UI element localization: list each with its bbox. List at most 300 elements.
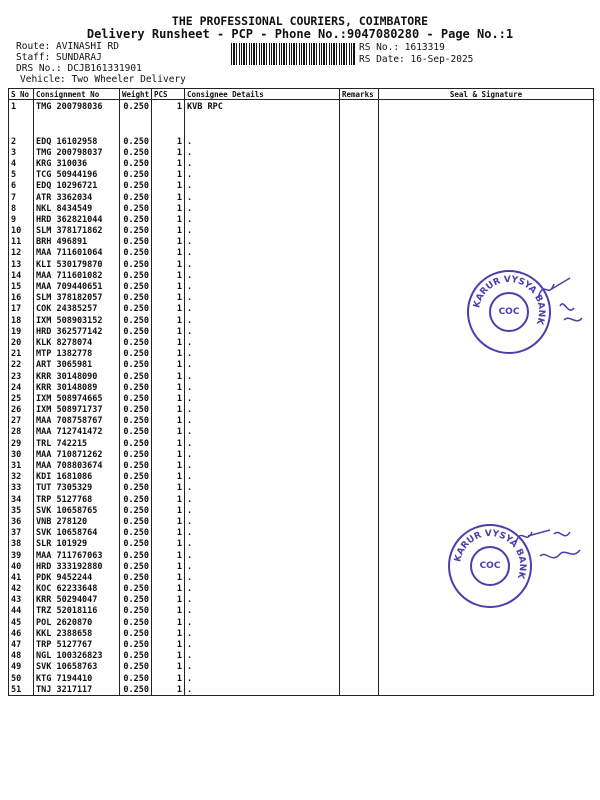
table-row bbox=[9, 494, 594, 505]
cell-sno: 51 bbox=[9, 684, 34, 696]
cell-weight: 0.250 bbox=[120, 617, 152, 628]
cell-consignment-no: ATR 3362034 bbox=[34, 192, 120, 203]
cell-consignee: . bbox=[185, 259, 340, 270]
cell-consignee: . bbox=[185, 639, 340, 650]
cell-pcs: 1 bbox=[152, 550, 185, 561]
cell-sno: 23 bbox=[9, 371, 34, 382]
cell-consignment-no: MAA 712741472 bbox=[34, 427, 120, 438]
table-row bbox=[9, 181, 594, 192]
cell-sno: 27 bbox=[9, 416, 34, 427]
cell-consignee: . bbox=[185, 528, 340, 539]
cell-pcs: 1 bbox=[152, 203, 185, 214]
cell-sno: 36 bbox=[9, 516, 34, 527]
cell-remarks bbox=[340, 360, 379, 371]
cell-pcs: 1 bbox=[152, 662, 185, 673]
cell-weight: 0.250 bbox=[120, 136, 152, 147]
cell-seal-signature bbox=[379, 460, 594, 471]
cell-pcs: 1 bbox=[152, 360, 185, 371]
cell-remarks bbox=[340, 371, 379, 382]
cell-pcs: 1 bbox=[152, 617, 185, 628]
cell-weight: 0.250 bbox=[120, 472, 152, 483]
cell-consignment-no: TCG 50944196 bbox=[34, 170, 120, 181]
cell-pcs: 1 bbox=[152, 349, 185, 360]
route-label: Route: AVINASHI RD bbox=[16, 41, 119, 52]
cell-weight: 0.250 bbox=[120, 427, 152, 438]
cell-remarks bbox=[340, 382, 379, 393]
cell-remarks bbox=[340, 293, 379, 304]
table-row bbox=[9, 684, 594, 696]
cell-pcs: 1 bbox=[152, 237, 185, 248]
cell-seal-signature bbox=[379, 673, 594, 684]
cell-seal-signature bbox=[379, 192, 594, 203]
cell-consignee: . bbox=[185, 561, 340, 572]
cell-pcs: 1 bbox=[152, 337, 185, 348]
cell-consignee: . bbox=[185, 427, 340, 438]
cell-consignment-no: SVK 10658763 bbox=[34, 662, 120, 673]
cell-pcs: 1 bbox=[152, 393, 185, 404]
drs-label: DRS No.: DCJB161331901 bbox=[16, 63, 142, 74]
cell-remarks bbox=[340, 662, 379, 673]
cell-remarks bbox=[340, 147, 379, 158]
cell-pcs: 1 bbox=[152, 147, 185, 158]
stamp-ring-text: KARUR VYSYA BANK bbox=[472, 274, 547, 326]
cell-weight: 0.250 bbox=[120, 181, 152, 192]
cell-sno: 50 bbox=[9, 673, 34, 684]
cell-pcs: 1 bbox=[152, 494, 185, 505]
cell-remarks bbox=[340, 550, 379, 561]
cell-remarks bbox=[340, 405, 379, 416]
cell-seal-signature bbox=[379, 494, 594, 505]
cell-consignee: . bbox=[185, 662, 340, 673]
cell-remarks bbox=[340, 494, 379, 505]
cell-sno: 29 bbox=[9, 438, 34, 449]
cell-pcs: 1 bbox=[152, 416, 185, 427]
stamp-center-text: COC bbox=[489, 292, 529, 332]
cell-consignee: . bbox=[185, 315, 340, 326]
table-header bbox=[9, 89, 594, 100]
cell-consignee: . bbox=[185, 181, 340, 192]
cell-consignee: . bbox=[185, 192, 340, 203]
table-row bbox=[9, 639, 594, 650]
table-row bbox=[9, 100, 594, 137]
cell-sno: 43 bbox=[9, 595, 34, 606]
cell-consignment-no: MAA 708758767 bbox=[34, 416, 120, 427]
table-row bbox=[9, 371, 594, 382]
cell-remarks bbox=[340, 214, 379, 225]
cell-weight: 0.250 bbox=[120, 572, 152, 583]
cell-consignment-no: NKL 8434549 bbox=[34, 203, 120, 214]
cell-consignment-no: SVK 10658765 bbox=[34, 505, 120, 516]
cell-consignment-no: KKL 2388658 bbox=[34, 628, 120, 639]
cell-pcs: 1 bbox=[152, 158, 185, 169]
cell-pcs: 1 bbox=[152, 651, 185, 662]
table-row bbox=[9, 147, 594, 158]
col-consignment: Consignment No bbox=[34, 89, 120, 100]
cell-weight: 0.250 bbox=[120, 393, 152, 404]
company-title: THE PROFESSIONAL COURIERS, COIMBATORE bbox=[171, 14, 429, 28]
cell-consignee: . bbox=[185, 170, 340, 181]
cell-weight: 0.250 bbox=[120, 158, 152, 169]
table-row bbox=[9, 617, 594, 628]
cell-weight: 0.250 bbox=[120, 438, 152, 449]
cell-weight: 0.250 bbox=[120, 528, 152, 539]
cell-consignment-no: MAA 711767063 bbox=[34, 550, 120, 561]
cell-consignment-no: SLM 378182057 bbox=[34, 293, 120, 304]
cell-seal-signature bbox=[379, 472, 594, 483]
cell-weight: 0.250 bbox=[120, 382, 152, 393]
cell-weight: 0.250 bbox=[120, 248, 152, 259]
cell-weight: 0.250 bbox=[120, 315, 152, 326]
cell-weight: 0.250 bbox=[120, 337, 152, 348]
cell-sno: 40 bbox=[9, 561, 34, 572]
cell-consignment-no: HRD 362821044 bbox=[34, 214, 120, 225]
cell-pcs: 1 bbox=[152, 606, 185, 617]
cell-remarks bbox=[340, 416, 379, 427]
cell-sno: 16 bbox=[9, 293, 34, 304]
cell-consignment-no: IXM 508903152 bbox=[34, 315, 120, 326]
cell-consignee: . bbox=[185, 606, 340, 617]
table-row bbox=[9, 460, 594, 471]
cell-remarks bbox=[340, 561, 379, 572]
cell-sno: 46 bbox=[9, 628, 34, 639]
cell-consignment-no: KTG 7194410 bbox=[34, 673, 120, 684]
cell-seal-signature bbox=[379, 170, 594, 181]
cell-consignee: . bbox=[185, 405, 340, 416]
cell-seal-signature bbox=[379, 639, 594, 650]
cell-consignment-no: POL 2620870 bbox=[34, 617, 120, 628]
cell-pcs: 1 bbox=[152, 628, 185, 639]
cell-remarks bbox=[340, 270, 379, 281]
cell-seal-signature bbox=[379, 651, 594, 662]
cell-pcs: 1 bbox=[152, 281, 185, 292]
cell-remarks bbox=[340, 584, 379, 595]
cell-weight: 0.250 bbox=[120, 293, 152, 304]
cell-consignee: . bbox=[185, 349, 340, 360]
cell-sno: 3 bbox=[9, 147, 34, 158]
cell-pcs: 1 bbox=[152, 192, 185, 203]
cell-sno: 1 bbox=[9, 100, 34, 137]
cell-seal-signature bbox=[379, 393, 594, 404]
cell-sno: 26 bbox=[9, 405, 34, 416]
cell-consignee: . bbox=[185, 617, 340, 628]
cell-remarks bbox=[340, 505, 379, 516]
cell-sno: 8 bbox=[9, 203, 34, 214]
cell-remarks bbox=[340, 651, 379, 662]
cell-remarks bbox=[340, 158, 379, 169]
cell-weight: 0.250 bbox=[120, 349, 152, 360]
cell-sno: 39 bbox=[9, 550, 34, 561]
cell-sno: 38 bbox=[9, 539, 34, 550]
cell-weight: 0.250 bbox=[120, 203, 152, 214]
cell-weight: 0.250 bbox=[120, 550, 152, 561]
cell-consignment-no: TRL 742215 bbox=[34, 438, 120, 449]
cell-consignee: . bbox=[185, 684, 340, 696]
cell-pcs: 1 bbox=[152, 405, 185, 416]
cell-seal-signature bbox=[379, 136, 594, 147]
cell-weight: 0.250 bbox=[120, 639, 152, 650]
cell-consignee: . bbox=[185, 416, 340, 427]
cell-pcs: 1 bbox=[152, 449, 185, 460]
cell-weight: 0.250 bbox=[120, 460, 152, 471]
cell-pcs: 1 bbox=[152, 315, 185, 326]
cell-weight: 0.250 bbox=[120, 270, 152, 281]
cell-pcs: 1 bbox=[152, 561, 185, 572]
cell-consignment-no: TMG 200798036 bbox=[34, 100, 120, 137]
cell-remarks bbox=[340, 628, 379, 639]
cell-pcs: 1 bbox=[152, 639, 185, 650]
cell-sno: 20 bbox=[9, 337, 34, 348]
cell-weight: 0.250 bbox=[120, 561, 152, 572]
cell-remarks bbox=[340, 170, 379, 181]
cell-consignee: . bbox=[185, 595, 340, 606]
cell-consignee: . bbox=[185, 203, 340, 214]
col-sno: S No bbox=[9, 89, 34, 100]
cell-pcs: 1 bbox=[152, 259, 185, 270]
cell-seal-signature bbox=[379, 405, 594, 416]
runsheet-subtitle: Delivery Runsheet - PCP - Phone No.:9047080280 - Page No.:1 bbox=[86, 27, 514, 41]
cell-consignee: . bbox=[185, 628, 340, 639]
cell-sno: 18 bbox=[9, 315, 34, 326]
cell-seal-signature bbox=[379, 505, 594, 516]
cell-remarks bbox=[340, 393, 379, 404]
cell-consignee: . bbox=[185, 281, 340, 292]
cell-remarks bbox=[340, 639, 379, 650]
cell-weight: 0.250 bbox=[120, 237, 152, 248]
cell-sno: 31 bbox=[9, 460, 34, 471]
cell-sno: 41 bbox=[9, 572, 34, 583]
cell-weight: 0.250 bbox=[120, 192, 152, 203]
cell-remarks bbox=[340, 237, 379, 248]
stamp-center-text-2: COC bbox=[470, 546, 510, 586]
cell-consignee: . bbox=[185, 326, 340, 337]
cell-pcs: 1 bbox=[152, 170, 185, 181]
cell-sno: 13 bbox=[9, 259, 34, 270]
table-row bbox=[9, 259, 594, 270]
cell-pcs: 1 bbox=[152, 528, 185, 539]
cell-seal-signature bbox=[379, 158, 594, 169]
table-row bbox=[9, 158, 594, 169]
cell-weight: 0.250 bbox=[120, 483, 152, 494]
cell-sno: 47 bbox=[9, 639, 34, 650]
cell-consignee: . bbox=[185, 460, 340, 471]
rs-date: RS Date: 16-Sep-2025 bbox=[359, 54, 474, 65]
cell-consignment-no: SVK 10658764 bbox=[34, 528, 120, 539]
cell-sno: 32 bbox=[9, 472, 34, 483]
cell-remarks bbox=[340, 181, 379, 192]
cell-remarks bbox=[340, 349, 379, 360]
cell-pcs: 1 bbox=[152, 584, 185, 595]
cell-consignment-no: EDQ 16102958 bbox=[34, 136, 120, 147]
cell-sno: 2 bbox=[9, 136, 34, 147]
cell-consignee: . bbox=[185, 248, 340, 259]
table-row bbox=[9, 472, 594, 483]
cell-consignee: . bbox=[185, 550, 340, 561]
table-row bbox=[9, 483, 594, 494]
handwritten-signature-2 bbox=[510, 520, 590, 570]
cell-seal-signature bbox=[379, 483, 594, 494]
col-pcs: PCS bbox=[152, 89, 185, 100]
cell-consignment-no: KLK 8278074 bbox=[34, 337, 120, 348]
cell-remarks bbox=[340, 259, 379, 270]
cell-seal-signature bbox=[379, 382, 594, 393]
cell-pcs: 1 bbox=[152, 460, 185, 471]
cell-seal-signature bbox=[379, 628, 594, 639]
cell-consignment-no: COK 24385257 bbox=[34, 304, 120, 315]
barcode-image bbox=[231, 43, 355, 65]
cell-remarks bbox=[340, 100, 379, 137]
col-weight: Weight bbox=[120, 89, 152, 100]
cell-consignee: . bbox=[185, 158, 340, 169]
cell-weight: 0.250 bbox=[120, 539, 152, 550]
staff-label: Staff: SUNDARAJ bbox=[16, 52, 102, 63]
cell-sno: 9 bbox=[9, 214, 34, 225]
cell-consignment-no: SLM 378171862 bbox=[34, 226, 120, 237]
cell-consignee: . bbox=[185, 584, 340, 595]
cell-sno: 30 bbox=[9, 449, 34, 460]
cell-sno: 11 bbox=[9, 237, 34, 248]
table-row bbox=[9, 628, 594, 639]
cell-seal-signature bbox=[379, 371, 594, 382]
table-row bbox=[9, 662, 594, 673]
cell-sno: 4 bbox=[9, 158, 34, 169]
cell-weight: 0.250 bbox=[120, 684, 152, 696]
table-row bbox=[9, 226, 594, 237]
cell-consignee: . bbox=[185, 382, 340, 393]
cell-consignment-no: KRR 50294047 bbox=[34, 595, 120, 606]
cell-pcs: 1 bbox=[152, 572, 185, 583]
cell-consignee: . bbox=[185, 214, 340, 225]
cell-sno: 17 bbox=[9, 304, 34, 315]
cell-remarks bbox=[340, 203, 379, 214]
cell-pcs: 1 bbox=[152, 382, 185, 393]
cell-remarks bbox=[340, 539, 379, 550]
cell-consignee: . bbox=[185, 237, 340, 248]
cell-sno: 37 bbox=[9, 528, 34, 539]
cell-consignment-no: TMG 200798037 bbox=[34, 147, 120, 158]
cell-weight: 0.250 bbox=[120, 516, 152, 527]
cell-pcs: 1 bbox=[152, 505, 185, 516]
cell-remarks bbox=[340, 315, 379, 326]
cell-weight: 0.250 bbox=[120, 606, 152, 617]
cell-sno: 21 bbox=[9, 349, 34, 360]
cell-pcs: 1 bbox=[152, 472, 185, 483]
cell-consignment-no: KRR 30148090 bbox=[34, 371, 120, 382]
cell-remarks bbox=[340, 427, 379, 438]
cell-remarks bbox=[340, 281, 379, 292]
cell-weight: 0.250 bbox=[120, 259, 152, 270]
col-consignee: Consignee Details bbox=[185, 89, 340, 100]
cell-pcs: 1 bbox=[152, 181, 185, 192]
cell-remarks bbox=[340, 438, 379, 449]
cell-pcs: 1 bbox=[152, 136, 185, 147]
cell-weight: 0.250 bbox=[120, 449, 152, 460]
cell-consignee: . bbox=[185, 337, 340, 348]
cell-consignee: . bbox=[185, 472, 340, 483]
cell-remarks bbox=[340, 684, 379, 696]
cell-consignment-no: PDK 9452244 bbox=[34, 572, 120, 583]
cell-pcs: 1 bbox=[152, 248, 185, 259]
cell-sno: 42 bbox=[9, 584, 34, 595]
cell-weight: 0.250 bbox=[120, 281, 152, 292]
cell-consignment-no: NGL 100326823 bbox=[34, 651, 120, 662]
cell-sno: 33 bbox=[9, 483, 34, 494]
cell-consignment-no: MAA 711601064 bbox=[34, 248, 120, 259]
cell-pcs: 1 bbox=[152, 539, 185, 550]
table-row bbox=[9, 360, 594, 371]
cell-seal-signature bbox=[379, 416, 594, 427]
cell-sno: 6 bbox=[9, 181, 34, 192]
cell-sno: 28 bbox=[9, 427, 34, 438]
cell-sno: 15 bbox=[9, 281, 34, 292]
vehicle-label: Vehicle: Two Wheeler Delivery bbox=[20, 74, 186, 85]
cell-weight: 0.250 bbox=[120, 304, 152, 315]
cell-consignment-no: MTP 1382778 bbox=[34, 349, 120, 360]
cell-consignee: . bbox=[185, 438, 340, 449]
cell-remarks bbox=[340, 673, 379, 684]
cell-seal-signature bbox=[379, 181, 594, 192]
cell-remarks bbox=[340, 326, 379, 337]
cell-consignment-no: EDQ 10296721 bbox=[34, 181, 120, 192]
cell-consignee: . bbox=[185, 539, 340, 550]
cell-weight: 0.250 bbox=[120, 226, 152, 237]
table-row bbox=[9, 449, 594, 460]
stamp-ring-text-2: KARUR VYSYA BANK bbox=[453, 528, 528, 580]
table-row bbox=[9, 427, 594, 438]
cell-remarks bbox=[340, 595, 379, 606]
table-row bbox=[9, 651, 594, 662]
cell-sno: 7 bbox=[9, 192, 34, 203]
cell-weight: 0.250 bbox=[120, 100, 152, 137]
cell-weight: 0.250 bbox=[120, 651, 152, 662]
cell-consignment-no: VNB 278120 bbox=[34, 516, 120, 527]
cell-seal-signature bbox=[379, 226, 594, 237]
cell-weight: 0.250 bbox=[120, 662, 152, 673]
cell-remarks bbox=[340, 337, 379, 348]
cell-consignment-no: SLR 101929 bbox=[34, 539, 120, 550]
cell-sno: 44 bbox=[9, 606, 34, 617]
cell-pcs: 1 bbox=[152, 673, 185, 684]
cell-pcs: 1 bbox=[152, 270, 185, 281]
cell-sno: 25 bbox=[9, 393, 34, 404]
table-row bbox=[9, 438, 594, 449]
cell-consignee: . bbox=[185, 226, 340, 237]
cell-pcs: 1 bbox=[152, 371, 185, 382]
cell-seal-signature bbox=[379, 214, 594, 225]
cell-pcs: 1 bbox=[152, 483, 185, 494]
cell-consignment-no: TNJ 3217117 bbox=[34, 684, 120, 696]
cell-sno: 34 bbox=[9, 494, 34, 505]
cell-consignment-no: KRR 30148089 bbox=[34, 382, 120, 393]
cell-consignment-no: BRH 496891 bbox=[34, 237, 120, 248]
cell-seal-signature bbox=[379, 684, 594, 696]
cell-weight: 0.250 bbox=[120, 505, 152, 516]
cell-pcs: 1 bbox=[152, 304, 185, 315]
cell-pcs: 1 bbox=[152, 226, 185, 237]
cell-consignment-no: MAA 710871262 bbox=[34, 449, 120, 460]
cell-remarks bbox=[340, 572, 379, 583]
cell-weight: 0.250 bbox=[120, 371, 152, 382]
table-row bbox=[9, 505, 594, 516]
cell-consignee: . bbox=[185, 449, 340, 460]
cell-remarks bbox=[340, 483, 379, 494]
cell-consignment-no: ART 3065981 bbox=[34, 360, 120, 371]
cell-consignment-no: KDI 1681086 bbox=[34, 472, 120, 483]
cell-pcs: 1 bbox=[152, 684, 185, 696]
cell-seal-signature bbox=[379, 100, 594, 137]
cell-consignment-no: KOC 62233648 bbox=[34, 584, 120, 595]
cell-consignee: . bbox=[185, 505, 340, 516]
cell-consignee: . bbox=[185, 516, 340, 527]
